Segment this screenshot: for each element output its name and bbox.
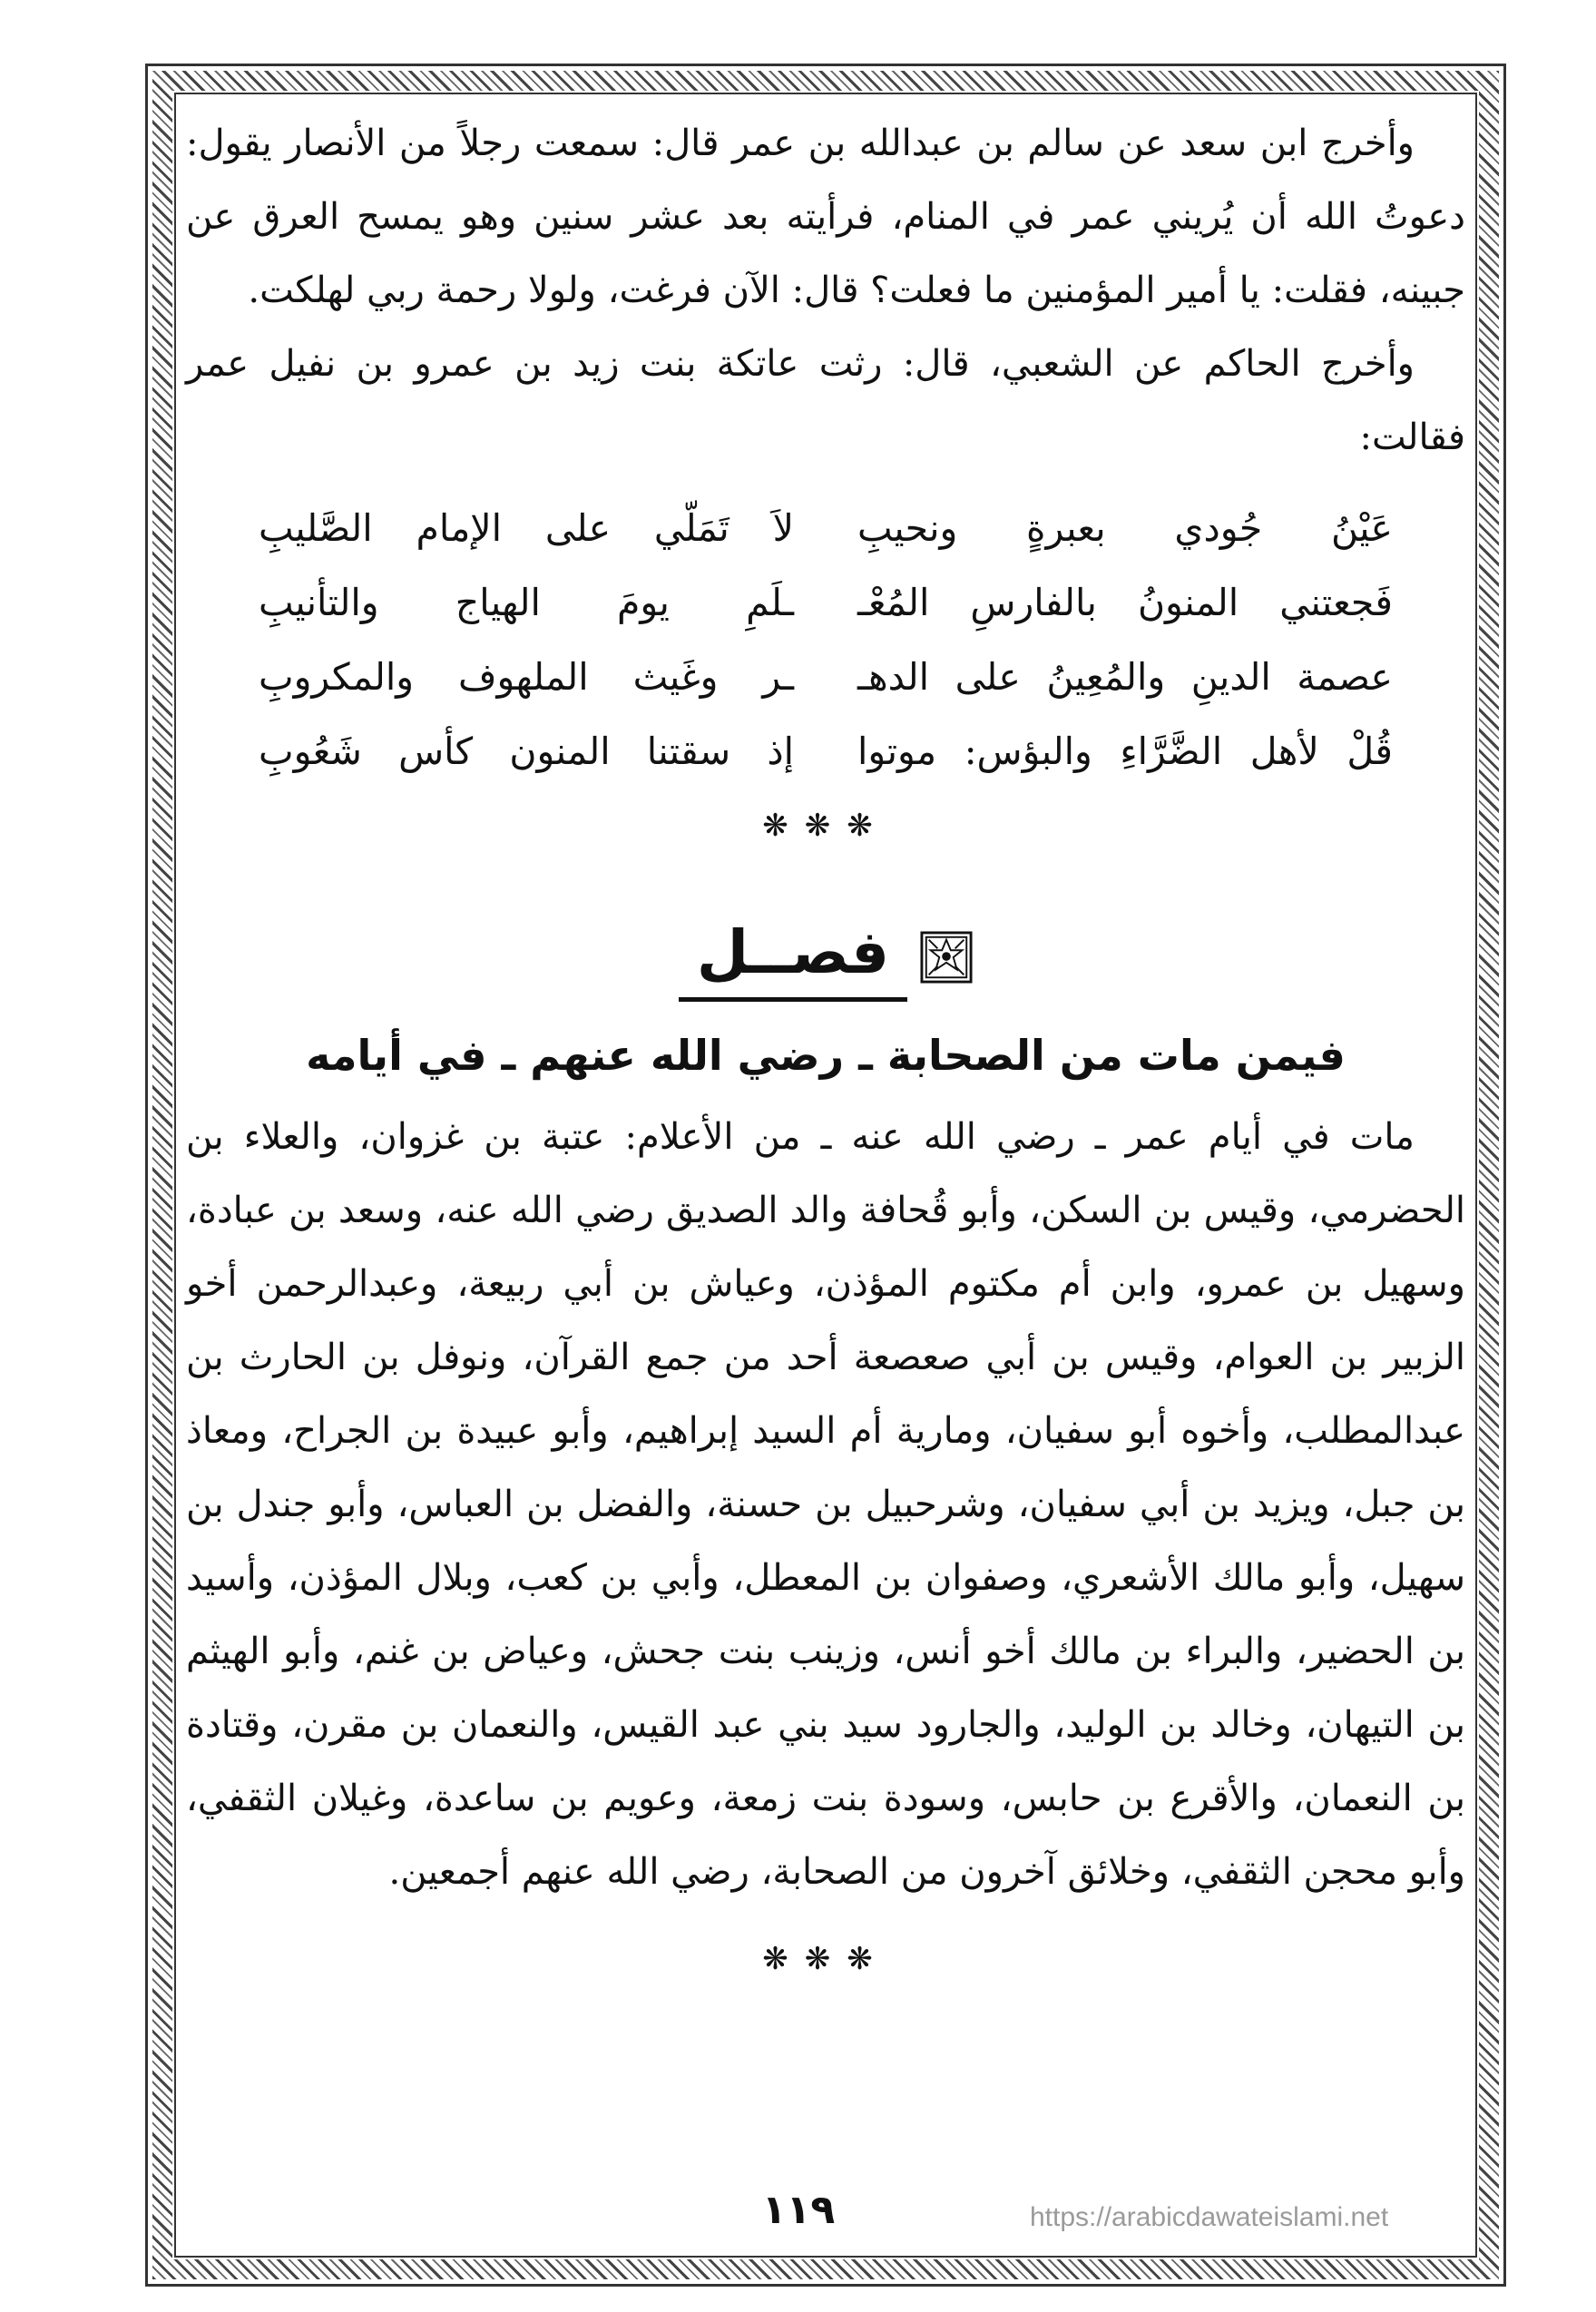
- poem-second-hemistich: ـر وغَيث الملهوف والمكروبِ: [259, 655, 794, 699]
- end-divider-ornament: ❋❋❋: [762, 1941, 889, 1977]
- poem-first-hemistich: فَجعتني المنونُ بالفارسِ المُعْـ: [857, 581, 1393, 624]
- poem-first-hemistich: عصمة الدينِ والمُعِينُ على الدهـ: [857, 655, 1393, 699]
- section-heading: [186, 912, 1465, 1012]
- poem-second-hemistich: لاَ تَمَلّي على الإمام الصَّليبِ: [259, 506, 794, 550]
- section-subtitle: فيمن مات من الصحابة ـ رضي الله عنهم ـ في أيامه: [306, 1031, 1346, 1080]
- page-number: ١١٩: [761, 2187, 836, 2233]
- poem-verse: [259, 491, 1393, 565]
- poem-second-hemistich: ـلَمِ يومَ الهياج والتأنيبِ: [259, 581, 794, 624]
- page-content: [186, 107, 1465, 1996]
- elegy-poem: [259, 491, 1393, 789]
- paragraph-text: وأخرج الحاكم عن الشعبي، قال: رثت عاتكة بنت زيد بن عمرو بن نفيل عمر فقالت:: [186, 343, 1465, 458]
- source-watermark: https://arabicdawateislami.net: [1030, 2202, 1389, 2232]
- poem-verse: [259, 714, 1393, 789]
- paragraph-ibn-saad: [186, 107, 1465, 328]
- paragraph-text: مات في أيام عمر ـ رضي الله عنه ـ من الأعلام: عتبة بن غزوان، والعلاء بن الحضرمي، وقيس بن السكن، وأبو قُحافة والد الصديق رضي الله عنه، وسعد بن عبادة، وسهيل بن عمرو، وابن أم مكتوم المؤذن، وعياش بن أبي ربيعة، وعبدالرحمن أخو الزبير بن العوام، وقيس بن أبي صعصعة أحد من جمع القرآن، ونوفل بن الحارث بن عبدالمطلب، وأخوه أبو سفيان، ومارية أم السيد إبراهيم، وأبو عبيدة بن الجراح، ومعاذ بن جبل، ويزيد بن أبي سفيان، وشرحبيل بن حسنة، والفضل بن العباس، وأبو جندل بن سهيل، وأبو مالك الأشعري، وصفوان بن المعطل، وأبي بن كعب، وبلال المؤذن، وأسيد بن الحضير، والبراء بن مالك أخو أنس، وزينب بنت جحش، وعياض بن غنم، وأبو الهيثم بن التيهان، وخالد بن الوليد، والجارود سيد بني عبد القيس، والنعمان بن مقرن، وقتادة بن النعمان، والأقرع بن حابس، وسودة بنت زمعة، وعويم بن ساعدة، وغيلان الثقفي، وأبو محجن الثقفي، وخلائق آخرون من الصحابة، رضي الله عنهم أجمعين.: [186, 1116, 1465, 1893]
- poem-first-hemistich: قُلْ لأهل الضَّرَّاءِ والبؤس: موتوا: [857, 730, 1393, 773]
- section-divider-ornament: ❋❋❋: [762, 808, 889, 844]
- paragraph-text: وأخرج ابن سعد عن سالم بن عبدالله بن عمر قال: سمعت رجلاً من الأنصار يقول: دعوتُ الله أن يُريني عمر في المنام، فرأيته بعد عشر سنين وهو يمسح العرق عن جبينه، فقلت: يا أمير المؤمنين ما فعلت؟ قال: الآن فرغت، ولولا رحمة ربي لهلكت.: [186, 122, 1465, 311]
- poem-verse: [259, 640, 1393, 714]
- poem-second-hemistich: إذ سقتنا المنون كأس شَعُوبِ: [259, 730, 794, 773]
- geometric-star-icon: [920, 931, 973, 984]
- fasl-heading-group: [679, 912, 973, 1002]
- poem-verse: [259, 565, 1393, 640]
- section-title: فصــل: [679, 912, 907, 1002]
- paragraph-companions-list: [186, 1101, 1465, 1909]
- paragraph-hakim: [186, 328, 1465, 475]
- poem-first-hemistich: عَيْنُ جُودي بعبرةٍ ونحيبِ: [857, 506, 1393, 550]
